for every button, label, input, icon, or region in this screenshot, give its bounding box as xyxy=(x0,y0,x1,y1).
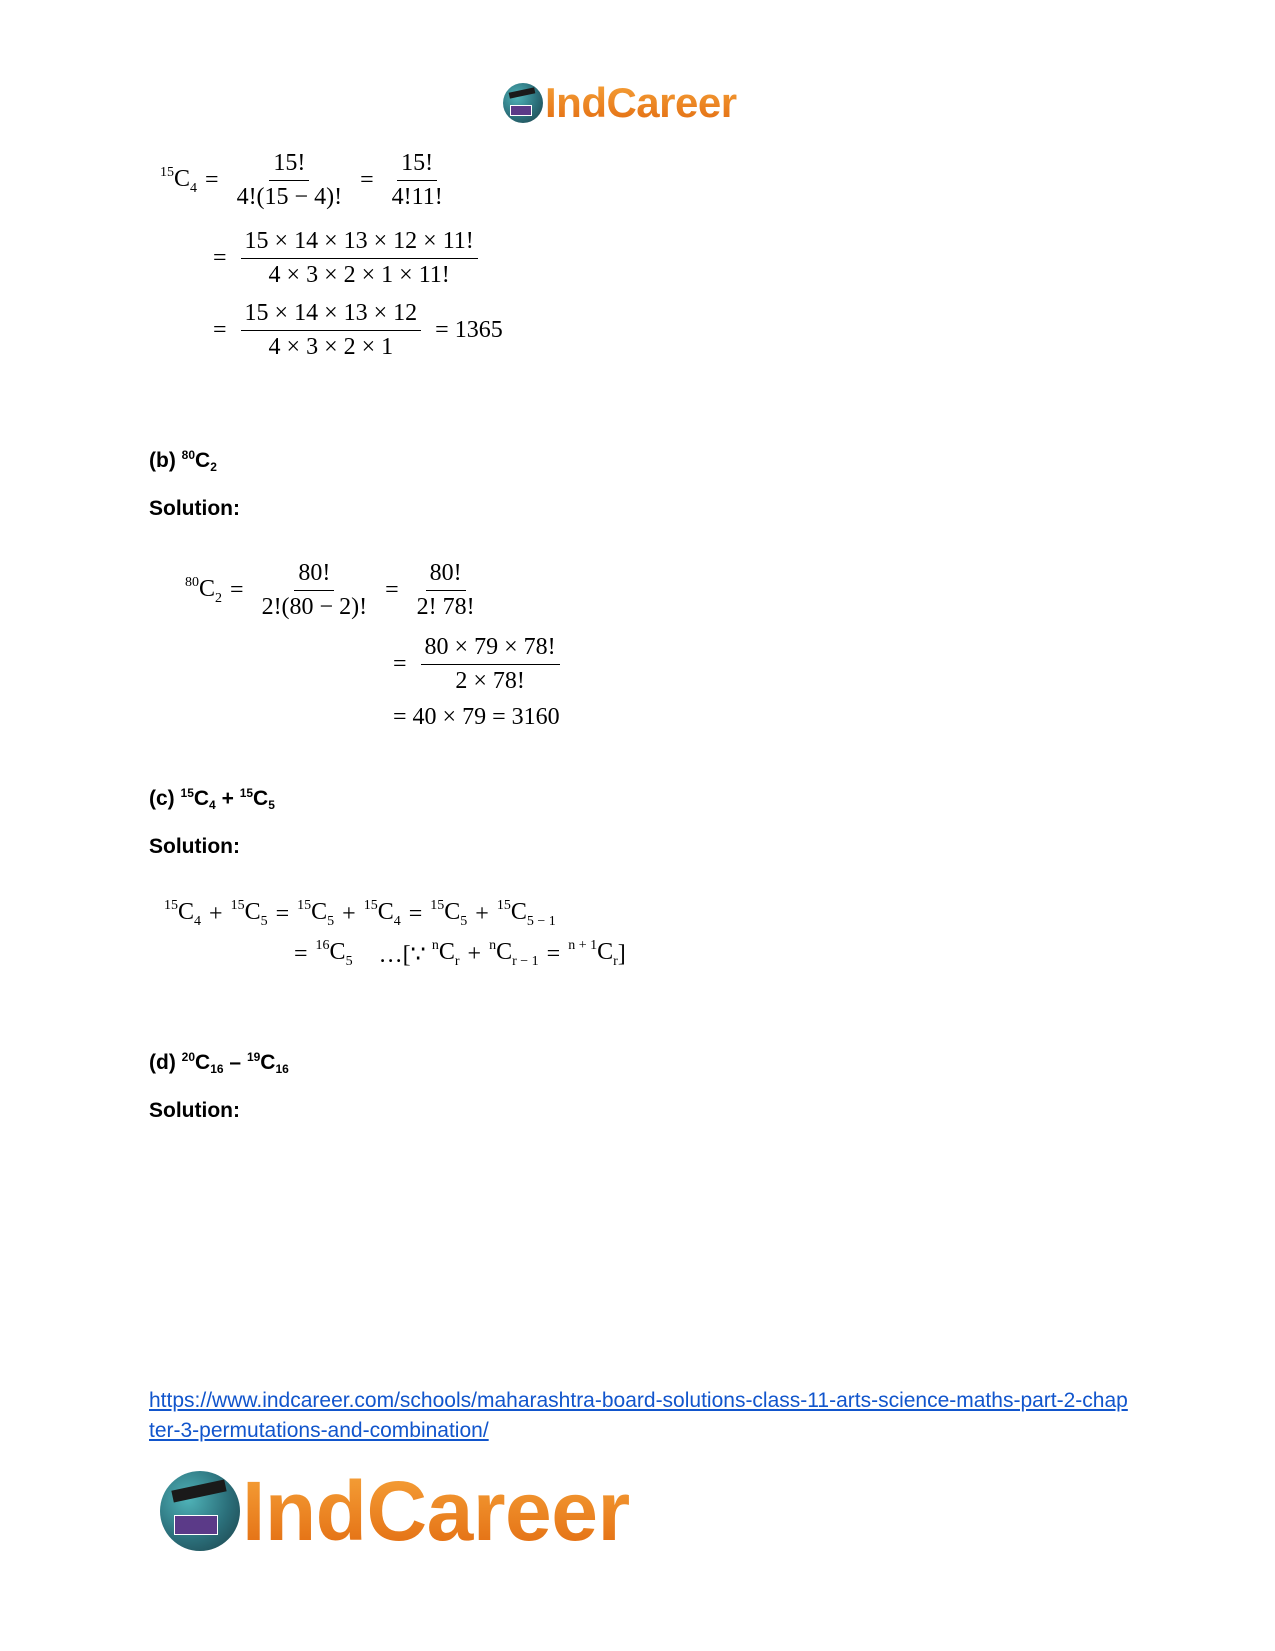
equation-row xyxy=(185,560,485,621)
equation-80c2 xyxy=(185,560,605,740)
result: = 40 × 79 = 3160 xyxy=(393,704,560,730)
equals-sign: = xyxy=(360,167,374,193)
equals-sign: = xyxy=(213,245,227,271)
equation-15c4-plus-15c5 xyxy=(164,898,684,978)
brand-wordmark: IndCareer xyxy=(242,1464,630,1558)
equation-row xyxy=(385,634,566,695)
fraction: $\frac{15!}{4!11!}$ xyxy=(391,150,443,210)
equals-sign: = xyxy=(385,577,399,603)
question-d-heading: (d) $^{20}C_{16} - ^{19}C_{16}$ xyxy=(149,1050,289,1076)
equation-row xyxy=(393,704,560,731)
equation-row xyxy=(160,150,453,211)
fraction: $\frac{80 \times 79 \times 78!}{2 \times 78!}$ xyxy=(421,634,560,695)
equals-sign: = xyxy=(230,577,244,603)
solution-label: Solution: xyxy=(149,1099,240,1122)
equals-sign: = xyxy=(205,167,219,193)
book-icon xyxy=(510,105,532,116)
fraction: $\frac{15!}{4!(15 - 4)!}$ xyxy=(236,150,343,210)
equation-row xyxy=(205,228,484,289)
question-c-heading: (c) $^{15}C_4 + ^{15}C_5$ xyxy=(149,786,275,812)
globe-icon xyxy=(160,1471,240,1551)
question-b-heading: (b) $^{80}C_2$ xyxy=(149,448,217,474)
fraction: $\frac{80!}{2!(80 - 2)!}$ xyxy=(261,560,368,620)
brand-logo-bottom xyxy=(160,1466,630,1556)
equation-row: = $^{16}C_5$ …[∵ $^nC_r$ + $^nC_{r - 1}$ = $^{n + 1}C_r$ ] xyxy=(294,938,626,969)
source-link[interactable]: https://www.indcareer.com/schools/maharashtra-board-solutions-class-11-arts-science-maths-part-2-chapter-3-permutations-and-combination/ xyxy=(149,1389,1128,1442)
brand-logo-top xyxy=(503,80,737,126)
combination-term: $^{15}C_4$ xyxy=(160,164,198,196)
result: = 1365 xyxy=(435,317,503,343)
equation-row: $^{15}C_4$ + $^{15}C_5$ = $^{15}C_5$ + $^{15}C_4$ = $^{15}C_5$ + $^{15}C_{5 - 1}$ xyxy=(164,898,556,929)
brand-wordmark: IndCareer xyxy=(545,79,737,126)
equation-15c4 xyxy=(160,150,560,370)
fraction: $\frac{15 \times 14 \times 13 \times 12 \times 11!}{4 \times 3 \times 2 \times 1 \times 11!}$ xyxy=(241,228,478,289)
globe-icon xyxy=(503,83,543,123)
book-icon xyxy=(174,1515,218,1535)
fraction: $\frac{15 \times 14 \times 13 \times 12}{4 \times 3 \times 2 \times 1}$ xyxy=(241,300,422,361)
solution-label: Solution: xyxy=(149,835,240,858)
equals-sign: = xyxy=(393,651,407,677)
equals-sign: = xyxy=(213,317,227,343)
solution-label: Solution: xyxy=(149,497,240,520)
combination-term: $^{80}C_2$ xyxy=(185,574,223,606)
graduation-cap-icon xyxy=(171,1480,226,1503)
fraction: $\frac{80!}{2! 78!}$ xyxy=(416,560,475,620)
equation-row xyxy=(205,300,511,361)
graduation-cap-icon xyxy=(509,87,536,98)
